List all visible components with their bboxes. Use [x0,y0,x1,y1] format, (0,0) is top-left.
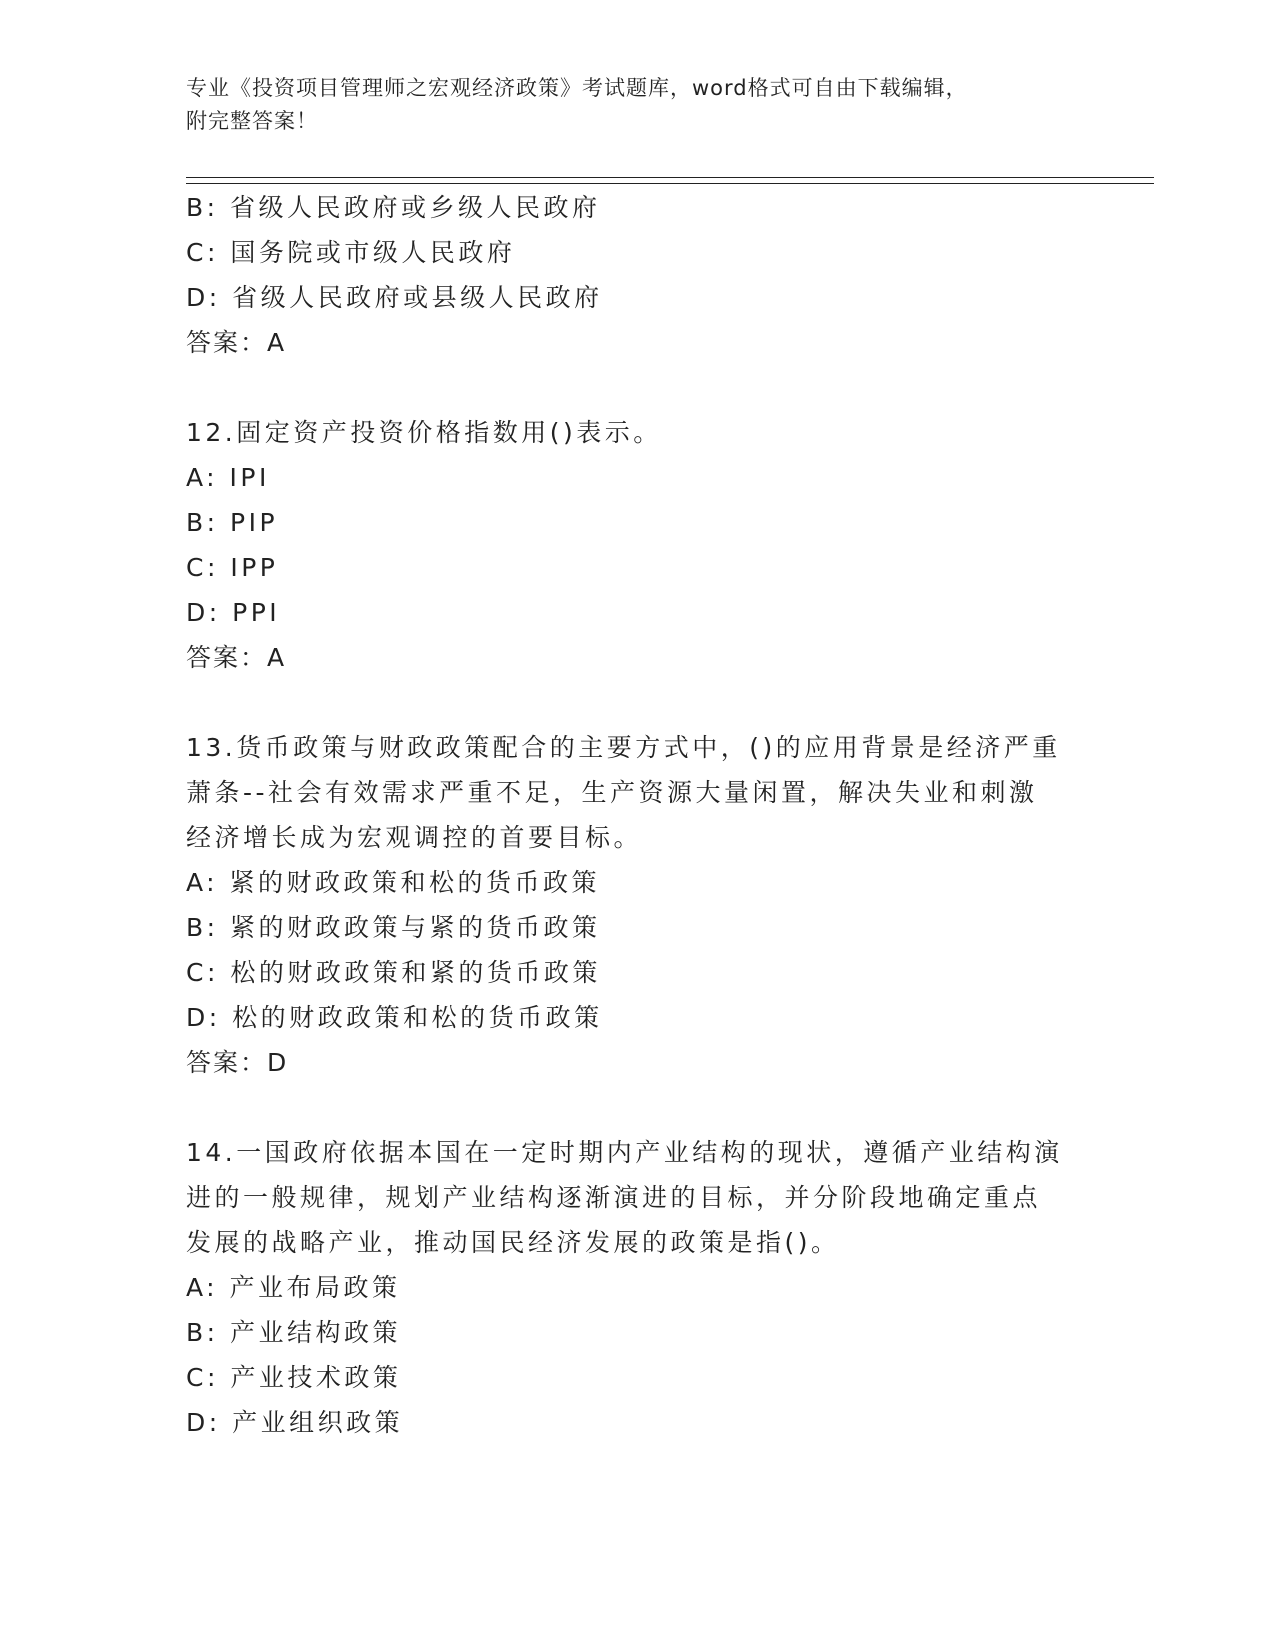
q11-option-d: D: 省级人民政府或县级人民政府 [186,283,603,312]
q13-option-c: C: 松的财政政策和紧的货币政策 [186,958,601,987]
header-line-1: 专业《投资项目管理师之宏观经济政策》考试题库，word格式可自由下载编辑， [186,76,968,100]
q13-question-line-3: 经济增长成为宏观调控的首要目标。 [186,823,643,852]
q12-question: 12.固定资产投资价格指数用()表示。 [186,418,662,447]
header-divider [186,177,1154,184]
document-header [186,72,1066,138]
header-line-2: 附完整答案！ [186,109,318,133]
q13-option-a: A: 紧的财政政策和松的货币政策 [186,868,601,897]
q14-question-line-1: 14.一国政府依据本国在一定时期内产业结构的现状，遵循产业结构演 [186,1138,1063,1167]
q14-question-line-3: 发展的战略产业，推动国民经济发展的政策是指()。 [186,1228,840,1257]
q13-answer: 答案：D [186,1048,289,1077]
q13-question-line-1: 13.货币政策与财政政策配合的主要方式中，()的应用背景是经济严重 [186,733,1061,762]
q12-option-a: A: IPI [186,463,270,492]
q12-answer: 答案：A [186,643,287,672]
q11-answer: 答案：A [186,328,287,357]
q14-option-c: C: 产业技术政策 [186,1363,402,1392]
q14-question-line-2: 进的一般规律，规划产业结构逐渐演进的目标，并分阶段地确定重点 [186,1183,1042,1212]
q14-option-b: B: 产业结构政策 [186,1318,402,1347]
q11-option-c: C: 国务院或市级人民政府 [186,238,516,267]
q13-option-d: D: 松的财政政策和松的货币政策 [186,1003,603,1032]
q14-option-d: D: 产业组织政策 [186,1408,404,1437]
q14-option-a: A: 产业布局政策 [186,1273,401,1302]
q12-option-c: C: IPP [186,553,279,582]
q11-option-b: B: 省级人民政府或乡级人民政府 [186,193,601,222]
q13-question-line-2: 萧条--社会有效需求严重不足，生产资源大量闲置，解决失业和刺激 [186,778,1038,807]
q12-option-d: D: PPI [186,598,281,627]
q12-option-b: B: PIP [186,508,279,537]
q13-option-b: B: 紧的财政政策与紧的货币政策 [186,913,601,942]
